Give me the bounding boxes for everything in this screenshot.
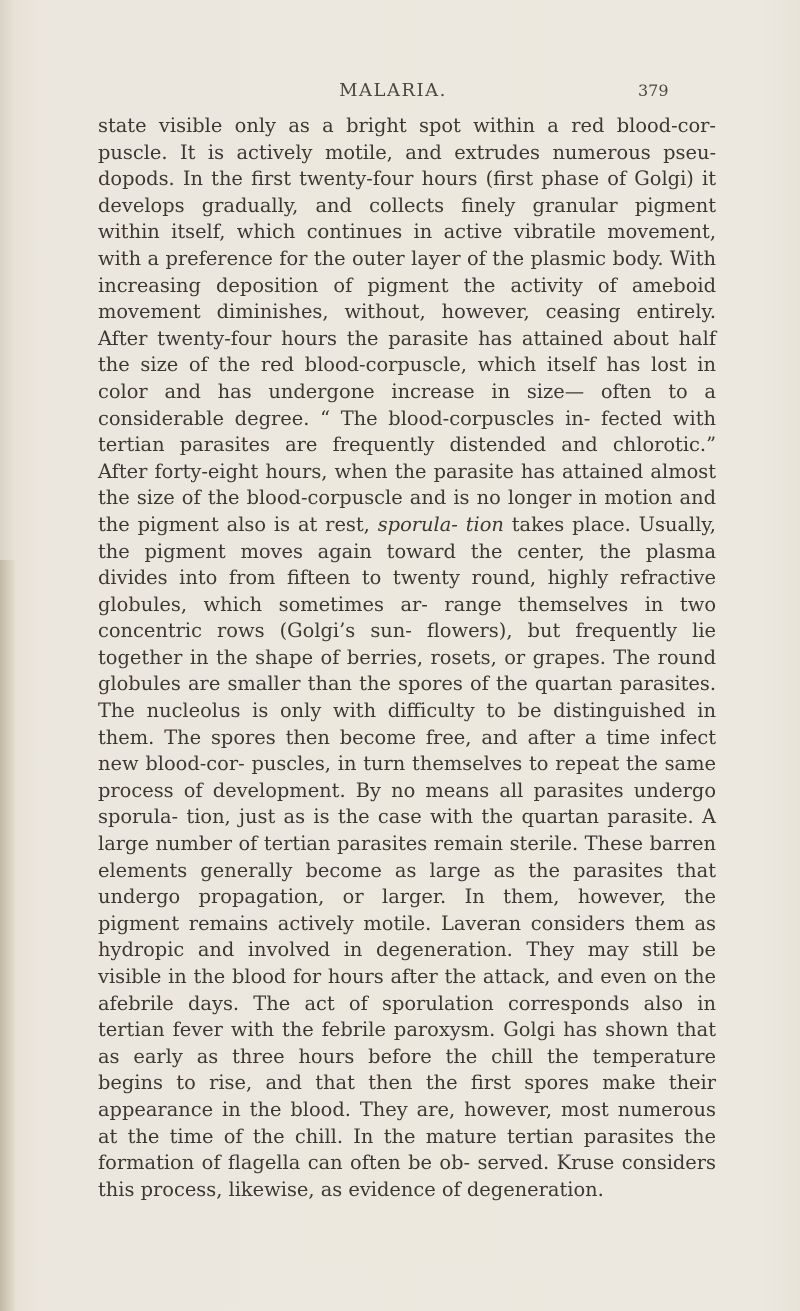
binding-shadow [0,560,16,1311]
body-text-part-2: takes place. Usually, the pigment moves again toward the center, the plasma divides into from fifteen to twenty round, highly refractive globules, which sometimes ar- range themselves in two concentric rows (Golgi’s sun- flowers), but frequently lie together in the shape of berries, rosets, or grapes. The round globules are smaller than the spores of the quartan parasites. The nucleolus is only with difficulty to be distinguished in them. The spores then become free, and after a time infect new blood-cor- puscles, in turn themselves to repeat the same process of development. By no means all parasites undergo sporula- tion, just as is the case with the quartan parasite. A large number of tertian parasites remain sterile. These barren elements generally become as large as the parasites that undergo propagation, or larger. In them, however, the pigment remains actively motile. Laveran considers them as hydropic and involved in degeneration. They may still be visible in the blood for hours after the attack, and even on the afebrile days. The act of sporulation corresponds also in tertian fever with the febrile paroxysm. Golgi has shown that as early as three hours before the chill the temperature begins to rise, and that then the first spores make their appearance in the blood. They are, however, most numerous at the time of the chill. In the mature tertian parasites the formation of flagella can often be ob- served. Kruse considers this process, likewise, as evidence of degeneration. [98,512,716,1201]
body-paragraph [98,113,716,1203]
italic-term: sporula- tion [377,512,504,536]
running-header [0,76,800,106]
running-title: MALARIA. [339,80,447,101]
body-text-part-1: state visible only as a bright spot within a red blood-cor- puscle. It is actively motile, and extrudes numerous pseu- dopods. In the first twenty-four hours (first phase of Golgi) it develops gradually, and collects finely granular pigment within itself, which continues in active vibratile movement, with a preference for the outer layer of the plasmic body. With increasing deposition of pigment the activity of ameboid movement diminishes, without, however, ceasing entirely. After twenty-four hours the parasite has attained about half the size of the red blood-corpuscle, which itself has lost in color and has undergone increase in size— often to a considerable degree. “ The blood-corpuscles in- fected with tertian parasites are frequently distended and chlorotic.” After forty-eight hours, when the parasite has attained almost the size of the blood-corpuscle and is no longer in motion and the pigment also is at rest, [98,114,716,536]
page-number: 379 [638,81,669,100]
